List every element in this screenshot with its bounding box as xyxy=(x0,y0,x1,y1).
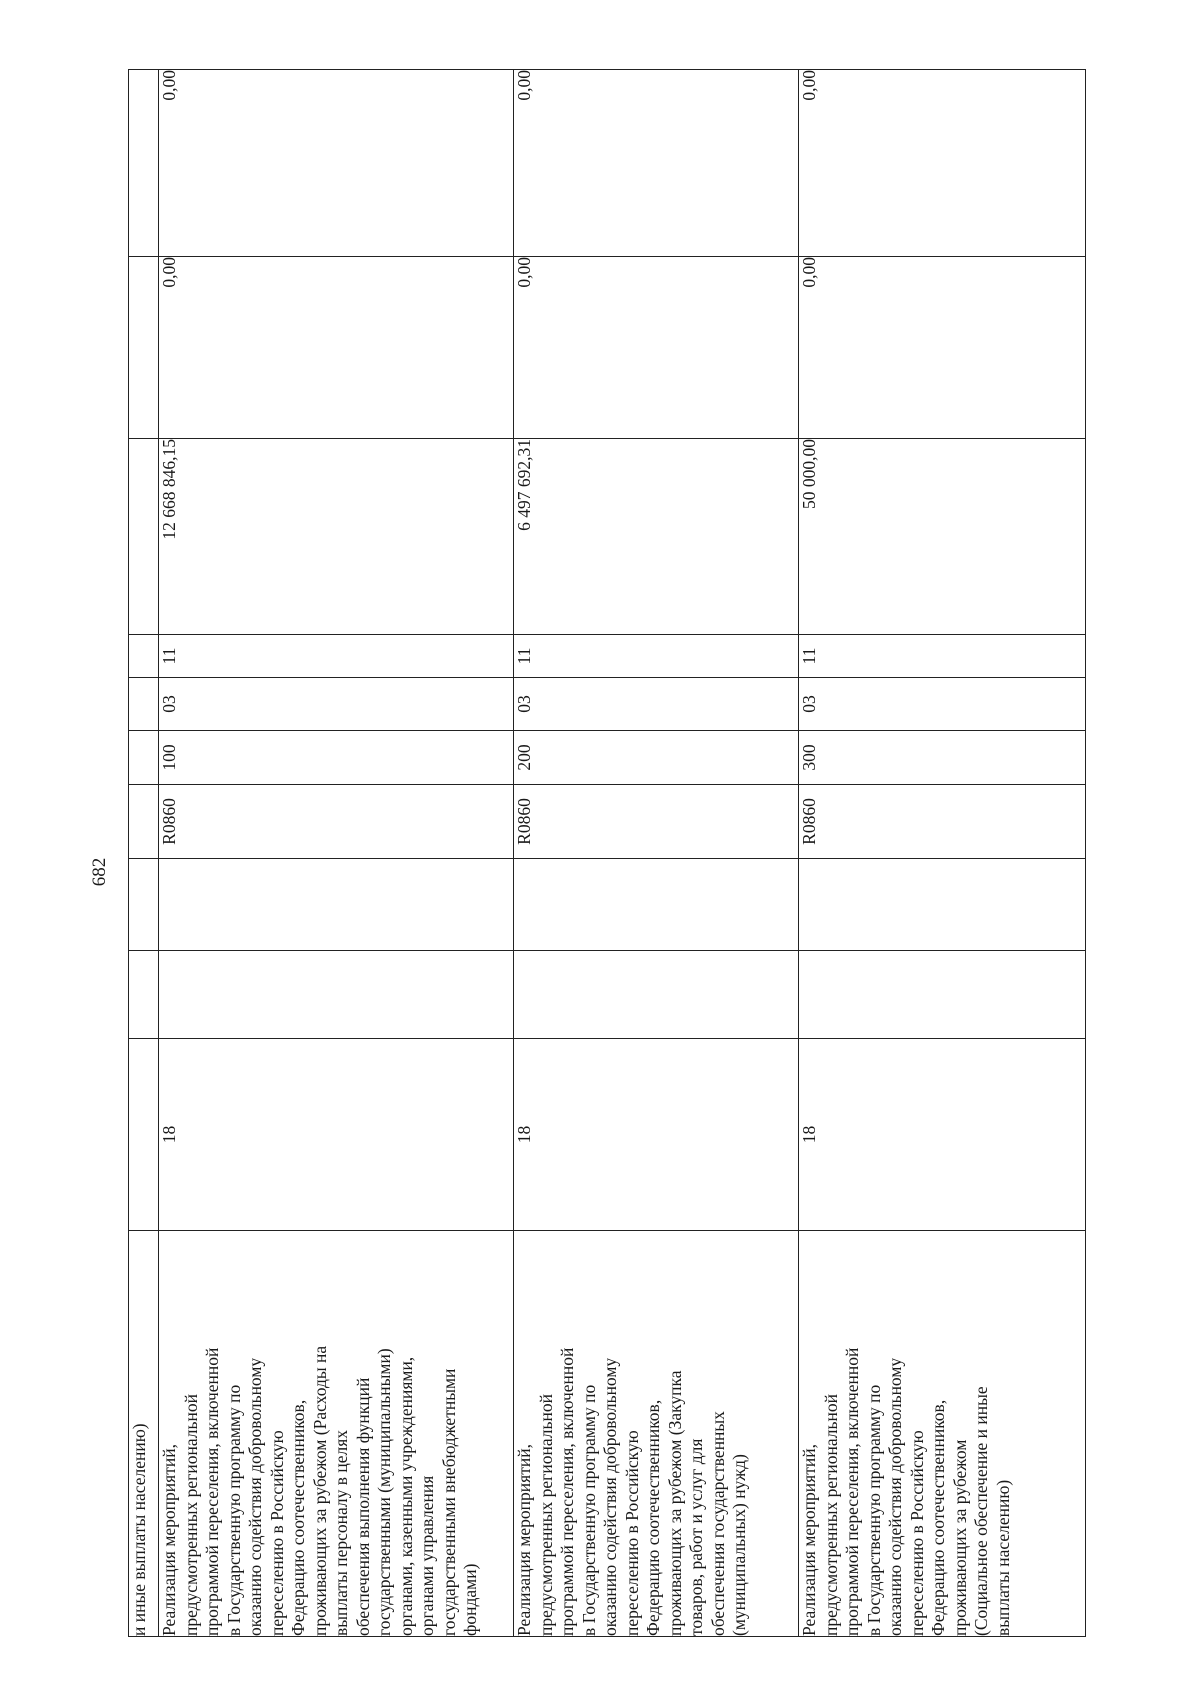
table-cell-amount-3: 0,00 xyxy=(159,70,514,257)
table-cell-empty xyxy=(129,678,159,731)
table-cell-section: 03 xyxy=(799,678,1086,731)
table-cell-section: 03 xyxy=(159,678,514,731)
table-cell-amount-1: 6 497 692,31 xyxy=(514,439,799,635)
table-cell-expense-type: 200 xyxy=(514,731,799,785)
table-cell-empty xyxy=(159,951,514,1039)
table-cell-empty xyxy=(129,859,159,951)
table-cell-target-article: R0860 xyxy=(799,785,1086,859)
table-cell-section: 03 xyxy=(514,678,799,731)
table-cell-subsection: 11 xyxy=(799,635,1086,678)
rotated-table-container xyxy=(128,70,1085,1637)
table-cell-empty xyxy=(159,859,514,951)
table-cell-subsection: 11 xyxy=(159,635,514,678)
table-cell-subsection: 11 xyxy=(514,635,799,678)
row-description: Реализация мероприятий, предусмотренных региональной программой переселения, включенной в Государственную программу по оказанию содействия добровольному переселению в Российскую Федерацию соотечественников, проживающих за рубежом (Социальное обеспечение и иные выплаты населению) xyxy=(799,1347,1013,1636)
table-cell-description: и иные выплаты населению) xyxy=(129,1231,159,1637)
table-cell-empty xyxy=(799,859,1086,951)
table-cell-target-article: R0860 xyxy=(514,785,799,859)
table-cell-empty xyxy=(799,951,1086,1039)
table-cell-amount-2: 0,00 xyxy=(159,257,514,439)
page-number: 682 xyxy=(89,857,110,887)
table-cell-amount-1: 12 668 846,15 xyxy=(159,439,514,635)
table-cell-target-article: R0860 xyxy=(159,785,514,859)
table-cell-description xyxy=(159,1231,514,1637)
table-cell-empty xyxy=(514,859,799,951)
table-cell-description xyxy=(514,1231,799,1637)
table-row xyxy=(159,70,514,1637)
table-row xyxy=(799,70,1086,1637)
table-cell-code: 18 xyxy=(159,1039,514,1231)
table-cell-amount-2: 0,00 xyxy=(799,257,1086,439)
table-cell-code: 18 xyxy=(799,1039,1086,1231)
table-cell-empty xyxy=(129,1039,159,1231)
table-cell-empty xyxy=(129,70,159,257)
table-cell-empty xyxy=(514,951,799,1039)
table-cell-empty xyxy=(129,439,159,635)
table-cell-amount-2: 0,00 xyxy=(514,257,799,439)
table-cell-empty xyxy=(129,635,159,678)
table-cell-expense-type: 100 xyxy=(159,731,514,785)
table-cell-code: 18 xyxy=(514,1039,799,1231)
table-cell-empty xyxy=(129,785,159,859)
table-cell-expense-type: 300 xyxy=(799,731,1086,785)
row-description: Реализация мероприятий, предусмотренных региональной программой переселения, включенной в Государственную программу по оказанию содействия добровольному переселению в Российскую Федерацию соотечественников, проживающих за рубежом (Закупка товаров, работ и услуг для обеспечения государственных (муниципальных) нужд) xyxy=(514,1347,749,1636)
table-cell-empty xyxy=(129,257,159,439)
table-cell-amount-1: 50 000,00 xyxy=(799,439,1086,635)
table-cell-description xyxy=(799,1231,1086,1637)
table-cell-amount-3: 0,00 xyxy=(799,70,1086,257)
row-description: Реализация мероприятий, предусмотренных региональной программой переселения, включенной в Государственную программу по оказанию содействия добровольному переселению в Российскую Федерацию соотечественников, проживающих за рубежом (Расходы на выплаты персоналу в целях обеспечения выполнения функций государственными (муниципальными) органами, казенными учреждениями, органами управления государственными внебюджетными фондами) xyxy=(159,1345,480,1636)
table-cell-amount-3: 0,00 xyxy=(514,70,799,257)
table-cell-empty xyxy=(129,951,159,1039)
table-row xyxy=(514,70,799,1637)
budget-table xyxy=(128,69,1086,1637)
table-cell-empty xyxy=(129,731,159,785)
table-row-top xyxy=(129,70,159,1637)
